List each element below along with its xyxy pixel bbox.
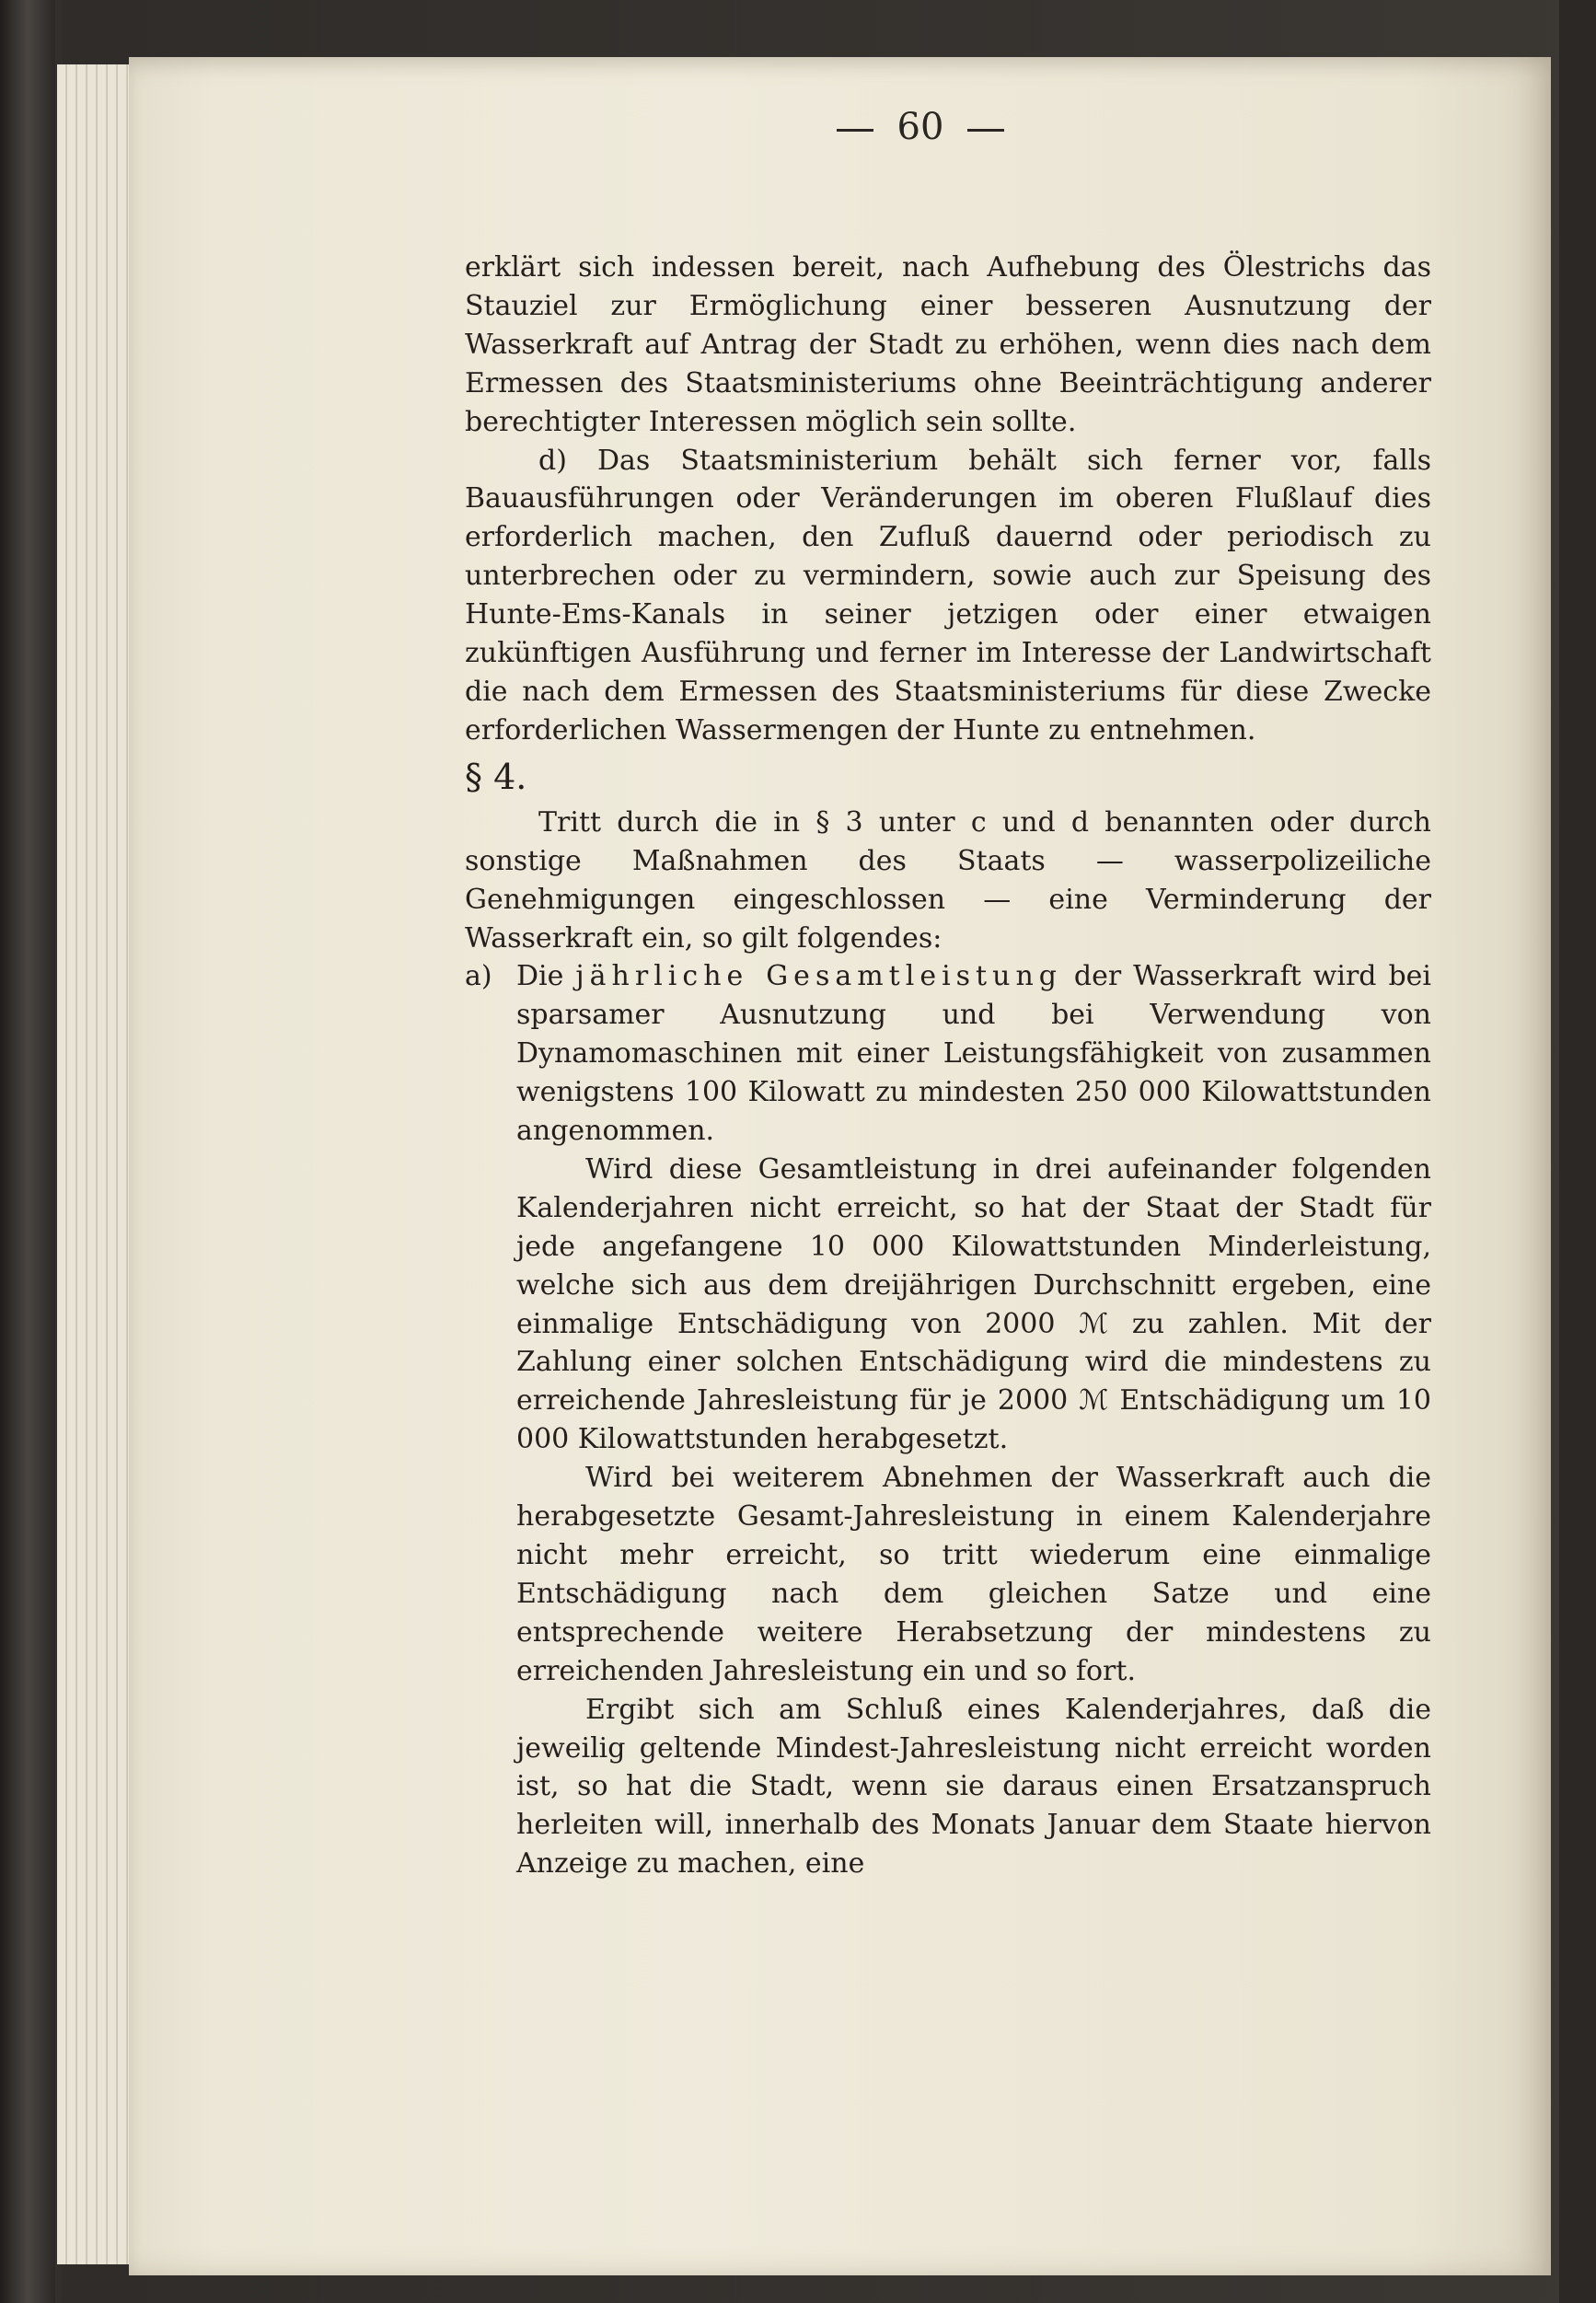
book-cover-edge xyxy=(0,0,55,2303)
page-number: 60 xyxy=(896,106,944,148)
paragraph-5: Wird bei weiterem Abnehmen der Wasserkraft auch die herabgesetzte Gesamt-Jahresleistung in einem Kalenderjahre nicht mehr erreicht, so tritt wiederum eine einmalige Entschädigung nach dem gleichen Satze und eine entsprechende weitere Herabsetzung der mindestens zu erreichenden Jahresleistung ein und so fort. xyxy=(516,1462,1431,1687)
paragraph-3: Tritt durch die in § 3 unter c und d benannten oder durch sonstige Maßnahmen des Staats — wasserpolizeiliche Genehmigungen eingeschlossen — eine Verminderung der Wasserkraft ein, so gilt folgendes: xyxy=(465,805,1431,955)
list-item-a xyxy=(465,957,1431,1151)
item-a-subparagraphs xyxy=(465,1151,1431,1883)
item-a-rest: der Wasserkraft wird bei sparsamer Ausnutzung und bei Verwendung von Dynamomaschinen mit einer Leistungsfähigkeit von zusammen wenigstens 100 Kilowatt zu mindesten 250 000 Kilowattstunden angenommen. xyxy=(516,960,1431,1148)
page-text xyxy=(465,249,1431,1883)
header-dash-left xyxy=(837,129,873,132)
section-heading: § 4. xyxy=(465,756,527,797)
paragraph-2: d) Das Staatsministerium behält sich ferner vor, falls Bauausführungen oder Veränderungen im oberen Flußlauf dies erforderlich machen, den Zufluß dauernd oder periodisch zu unterbrechen oder zu vermindern, sowie auch zur Speisung des Hunte-Ems-Kanals in seiner jetzigen oder einer etwaigen zukünftigen Ausführung und ferner im Interesse der Landwirtschaft die nach dem Ermessen des Staatsministeriums für diese Zwecke erforderlichen Wassermengen der Hunte zu entnehmen. xyxy=(465,444,1431,746)
item-a-emphasis: jährliche Gesamtleistung xyxy=(575,960,1062,993)
list-item-label: a) xyxy=(465,960,492,993)
item-a-lead: Die xyxy=(516,960,564,993)
background-right xyxy=(1559,0,1596,2303)
list-item-text xyxy=(516,957,1431,1151)
paragraph-6: Ergibt sich am Schluß eines Kalenderjahres, daß die jeweilig geltende Mindest-Jahresleistung nicht erreicht worden ist, so hat die Stadt, wenn sie daraus einen Ersatzanspruch herleiten will, innerhalb des Monats Januar dem Staate hiervon Anzeige zu machen, eine xyxy=(516,1693,1431,1881)
paragraph-1: erklärt sich indessen bereit, nach Aufhebung des Ölestrichs das Stauziel zur Ermöglichung einer besseren Ausnutzung der Wasserkraft auf Antrag der Stadt zu erhöhen, wenn dies nach dem Ermessen des Staatsministeriums ohne Beeinträchtigung anderer berechtigter Interessen möglich sein sollte. xyxy=(465,251,1431,438)
paragraph-4: Wird diese Gesamtleistung in drei aufeinander folgenden Kalenderjahren nicht erreicht, so hat der Staat der Stadt für jede angefangene 10 000 Kilowattstunden Minderleistung, welche sich aus dem dreijährigen Durchschnitt ergeben, eine einmalige Entschädigung von 2000 ℳ zu zahlen. Mit der Zahlung einer solchen Entschädigung wird die mindestens zu erreichende Jahresleistung für je 2000 ℳ Entschädigung um 10 000 Kilowattstunden herabgesetzt. xyxy=(516,1152,1431,1456)
page-header xyxy=(718,106,1123,148)
header-dash-right xyxy=(967,129,1004,132)
